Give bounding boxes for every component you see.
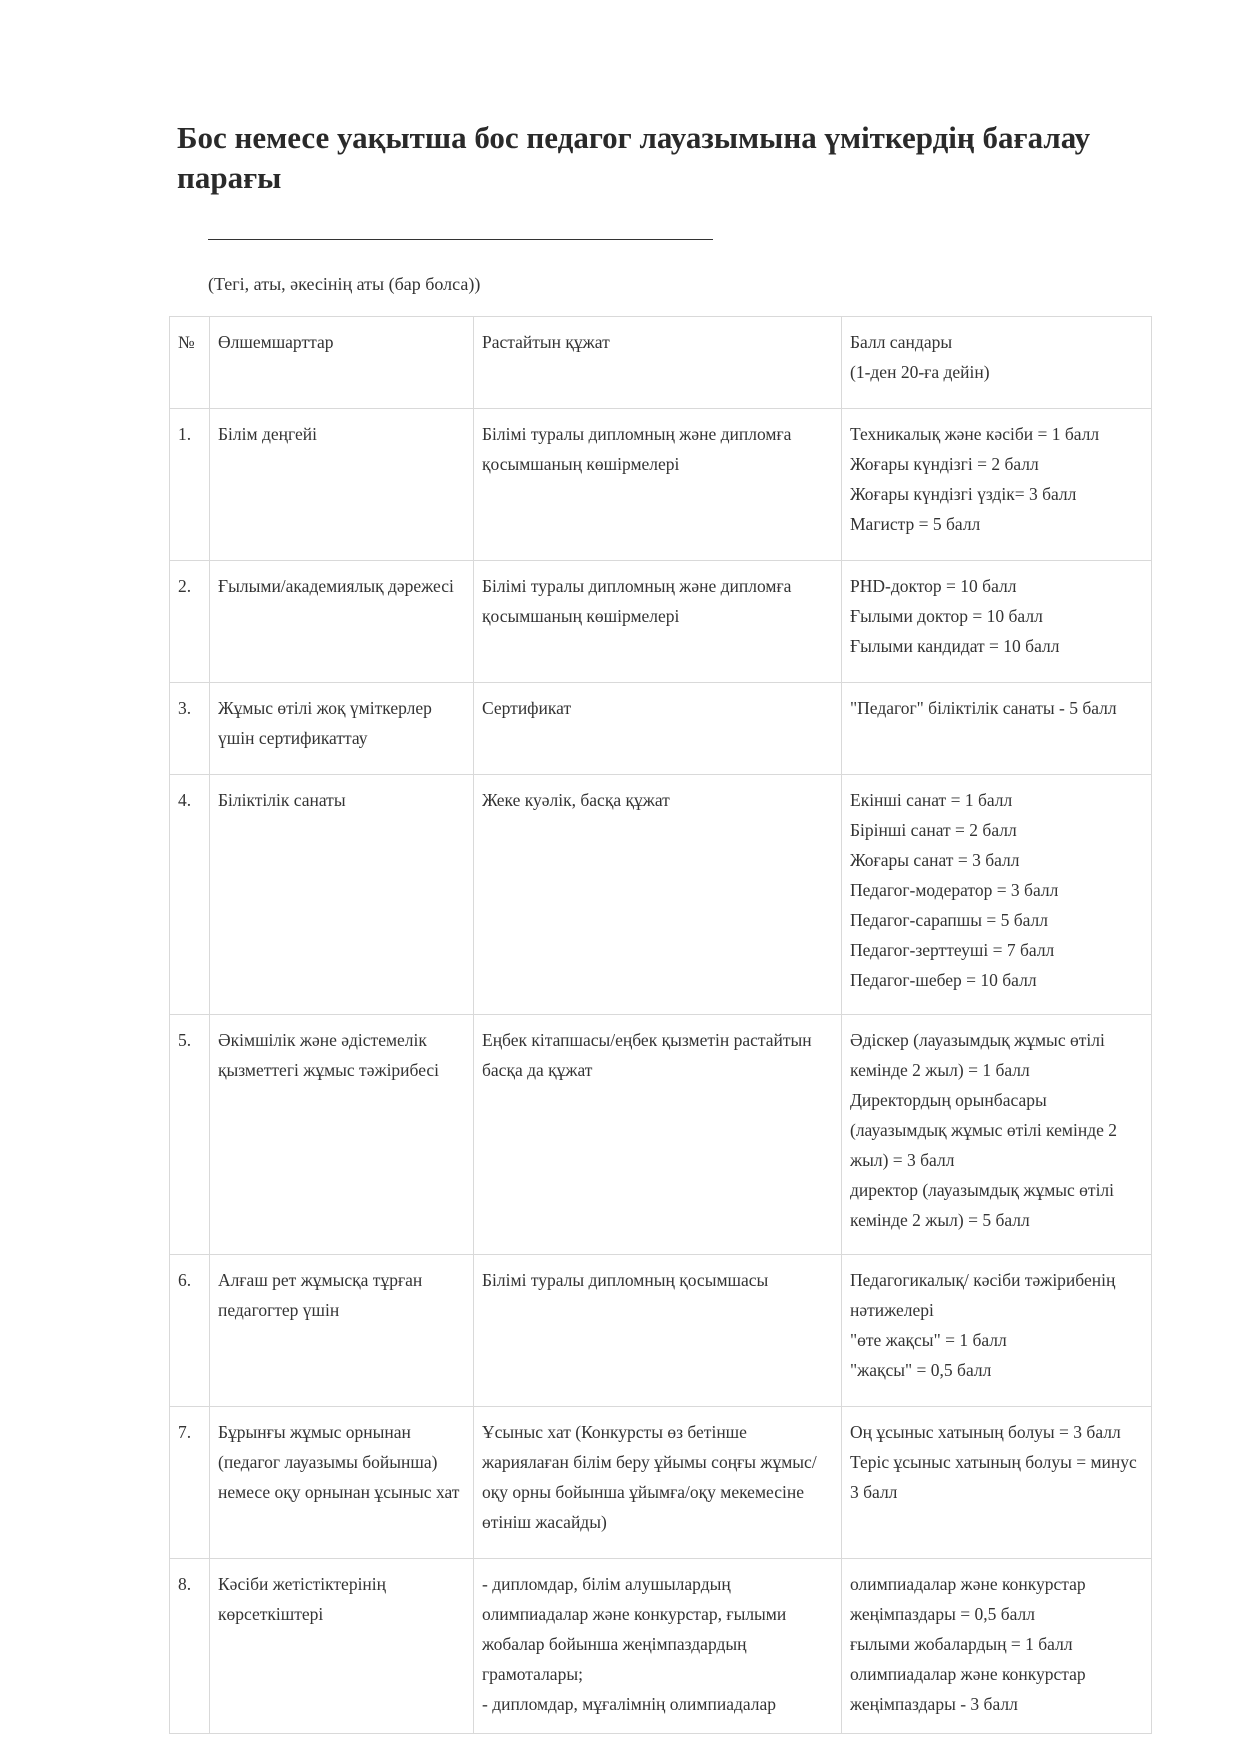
points-line: "жақсы" = 0,5 балл	[850, 1360, 992, 1380]
table-row	[170, 683, 1152, 775]
row-number: 2.	[170, 561, 210, 683]
row-criteria: Біліктілік санаты	[210, 775, 474, 1015]
row-number: 1.	[170, 409, 210, 561]
document-line: Білімі туралы дипломның және дипломға қосымшаның көшірмелері	[482, 576, 792, 626]
table-row	[170, 775, 1152, 1015]
table-row	[170, 1559, 1152, 1734]
row-document	[474, 561, 842, 683]
header-points-line: (1-ден 20-ға дейін)	[850, 362, 990, 382]
points-line: Екінші санат = 1 балл	[850, 790, 1013, 810]
header-num: №	[170, 317, 210, 409]
row-criteria: Ғылыми/академиялық дәрежесі	[210, 561, 474, 683]
document-line: Жеке куәлік, басқа құжат	[482, 790, 670, 810]
row-points	[842, 1255, 1152, 1407]
document-line: - дипломдар, мұғалімнің олимпиадалар	[482, 1694, 777, 1714]
table-row	[170, 1407, 1152, 1559]
row-number: 4.	[170, 775, 210, 1015]
points-line: Оң ұсыныс хатының болуы = 3 балл	[850, 1422, 1121, 1442]
points-line: Ғылыми доктор = 10 балл	[850, 606, 1043, 626]
points-line: Педагог-сарапшы = 5 балл	[850, 910, 1049, 930]
row-criteria: Бұрынғы жұмыс орнынан (педагог лауазымы бойынша) немесе оқу орнынан ұсыныс хат	[210, 1407, 474, 1559]
points-line: "өте жақсы" = 1 балл	[850, 1330, 1007, 1350]
points-line: Жоғары күндізгі = 2 балл	[850, 454, 1039, 474]
page-title: Бос немесе уақытша бос педагог лауазымына үміткердің бағалау парағы	[177, 120, 1091, 195]
row-document	[474, 1559, 842, 1734]
points-line: Техникалық және кәсіби = 1 балл	[850, 424, 1100, 444]
points-line: "Педагог" біліктілік санаты - 5 балл	[850, 698, 1117, 718]
points-line: PHD-доктор = 10 балл	[850, 576, 1017, 596]
points-line: Педагогикалық/ кәсіби тәжірибенің нәтижелері	[850, 1270, 1116, 1320]
row-points	[842, 1407, 1152, 1559]
row-number: 8.	[170, 1559, 210, 1734]
points-line: Бірінші санат = 2 балл	[850, 820, 1017, 840]
points-line: ғылыми жобалардың = 1 балл	[850, 1634, 1073, 1654]
table-row	[170, 561, 1152, 683]
points-line: олимпиадалар және конкурстар жеңімпаздары - 3 балл	[850, 1664, 1086, 1714]
row-points	[842, 1015, 1152, 1255]
name-signature-line	[208, 239, 713, 240]
table-row	[170, 1015, 1152, 1255]
criteria-table-body	[170, 317, 1152, 1734]
row-criteria: Алғаш рет жұмысқа тұрған педагогтер үшін	[210, 1255, 474, 1407]
points-line: Педагог-модератор = 3 балл	[850, 880, 1059, 900]
document-line: Еңбек кітапшасы/еңбек қызметін растайтын басқа да құжат	[482, 1030, 812, 1080]
row-document	[474, 775, 842, 1015]
row-points	[842, 683, 1152, 775]
name-caption: (Тегі, аты, әкесінің аты (бар болса))	[208, 274, 481, 294]
row-number: 3.	[170, 683, 210, 775]
row-document	[474, 1407, 842, 1559]
points-line: Жоғары санат = 3 балл	[850, 850, 1020, 870]
points-line: олимпиадалар және конкурстар жеңімпаздары = 0,5 балл	[850, 1574, 1086, 1624]
points-line: Педагог-зерттеуші = 7 балл	[850, 940, 1055, 960]
header-points-line: Балл сандары	[850, 332, 953, 352]
document-line: Сертификат	[482, 698, 572, 718]
points-line: Теріс ұсыныс хатының болуы = минус 3 балл	[850, 1452, 1137, 1502]
points-line: Магистр = 5 балл	[850, 514, 981, 534]
row-document	[474, 1015, 842, 1255]
points-line: директор (лауазымдық жұмыс өтілі кемінде 2 жыл) = 5 балл	[850, 1180, 1115, 1230]
row-number: 6.	[170, 1255, 210, 1407]
header-document: Растайтын құжат	[474, 317, 842, 409]
criteria-table	[169, 316, 1152, 1734]
document-line: Білімі туралы дипломның қосымшасы	[482, 1270, 769, 1290]
row-points	[842, 775, 1152, 1015]
table-row	[170, 1255, 1152, 1407]
points-line: Педагог-шебер = 10 балл	[850, 970, 1037, 990]
points-line: Директордың орынбасары (лауазымдық жұмыс өтілі кемінде 2 жыл) = 3 балл	[850, 1090, 1117, 1170]
points-line: Әдіскер (лауазымдық жұмыс өтілі кемінде 2 жыл) = 1 балл	[850, 1030, 1105, 1080]
table-header-row	[170, 317, 1152, 409]
document-line: Білімі туралы дипломның және дипломға қосымшаның көшірмелері	[482, 424, 792, 474]
row-points	[842, 561, 1152, 683]
document-line: Ұсыныс хат (Конкурсты өз бетінше жариялаған білім беру ұйымы соңғы жұмыс/оқу орны бойынша ұйымға/оқу мекемесіне өтініш жасайды)	[482, 1422, 817, 1532]
row-document	[474, 409, 842, 561]
row-document	[474, 683, 842, 775]
row-number: 7.	[170, 1407, 210, 1559]
header-points	[842, 317, 1152, 409]
row-points	[842, 409, 1152, 561]
row-criteria: Білім деңгейі	[210, 409, 474, 561]
header-criteria: Өлшемшарттар	[210, 317, 474, 409]
row-criteria: Жұмыс өтілі жоқ үміткерлер үшін сертификаттау	[210, 683, 474, 775]
row-points	[842, 1559, 1152, 1734]
row-number: 5.	[170, 1015, 210, 1255]
document-line: - дипломдар, білім алушылардың олимпиадалар және конкурстар, ғылыми жобалар бойынша жеңімпаздардың грамоталары;	[482, 1574, 787, 1684]
points-line: Ғылыми кандидат = 10 балл	[850, 636, 1060, 656]
row-criteria: Кәсіби жетістіктерінің көрсеткіштері	[210, 1559, 474, 1734]
row-criteria: Әкімшілік және әдістемелік қызметтегі жұмыс тәжірибесі	[210, 1015, 474, 1255]
points-line: Жоғары күндізгі үздік= 3 балл	[850, 484, 1077, 504]
row-document	[474, 1255, 842, 1407]
table-row	[170, 409, 1152, 561]
